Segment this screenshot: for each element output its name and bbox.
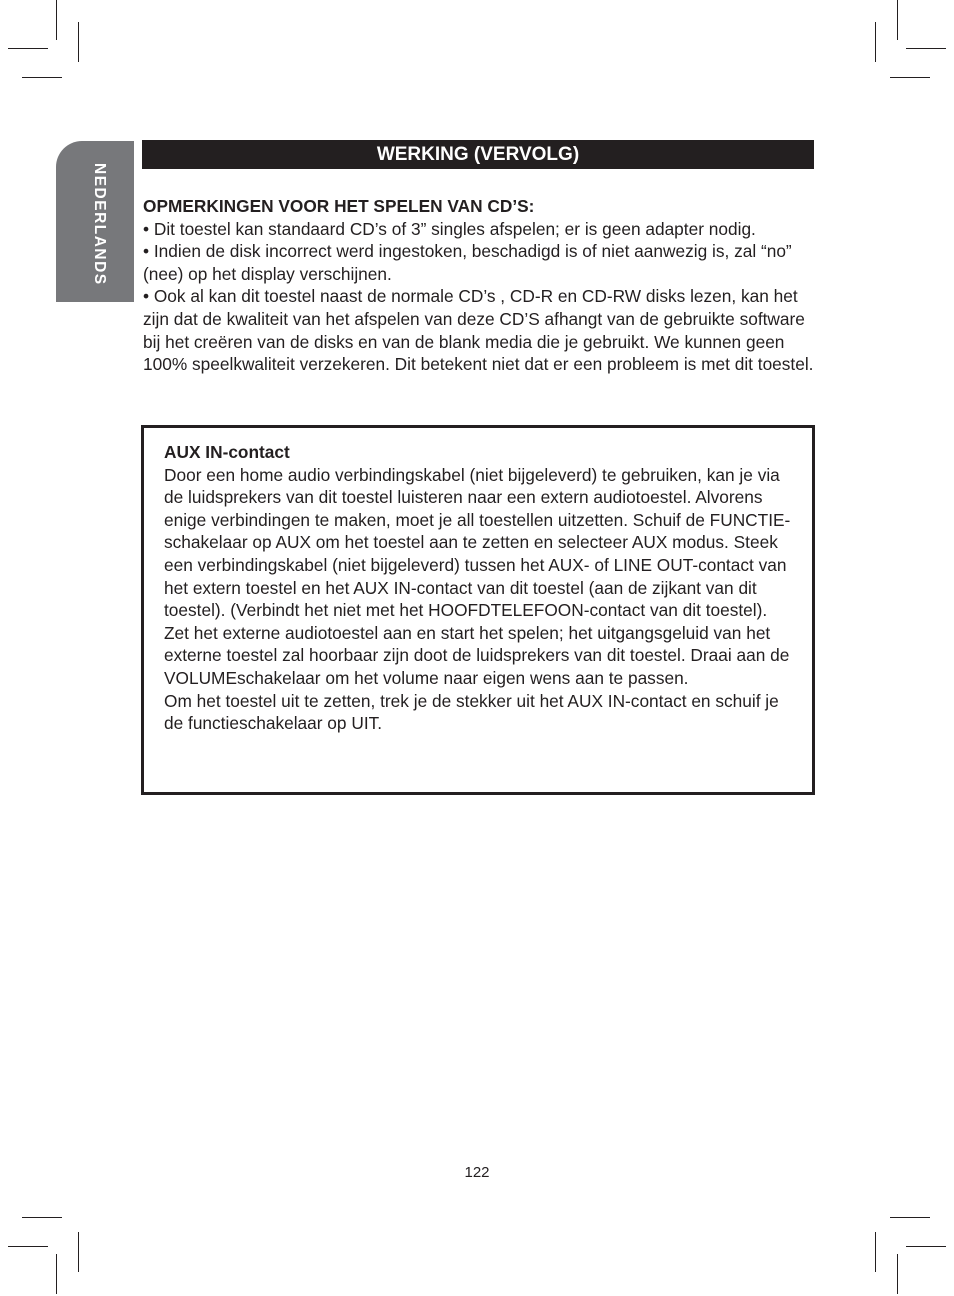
cd-note-item: • Indien de disk incorrect werd ingestoken, beschadigd is of niet aanwezig is, zal “no” (nee) op het display verschijnen.: [143, 241, 792, 284]
crop-mark: [875, 1232, 876, 1272]
crop-mark: [56, 1254, 57, 1294]
crop-mark: [8, 48, 48, 49]
language-tab-label: NEDERLANDS: [91, 163, 108, 286]
page-number: 122: [464, 1164, 490, 1181]
cd-note-item: • Dit toestel kan standaard CD’s of 3” singles afspelen; er is geen adapter nodig.: [143, 218, 756, 239]
crop-mark: [890, 77, 930, 78]
section-header: WERKING (VERVOLG): [142, 140, 814, 169]
crop-mark: [78, 22, 79, 62]
crop-mark: [906, 1246, 946, 1247]
crop-mark: [897, 1254, 898, 1294]
cd-note-item: • Ook al kan dit toestel naast de normale CD’s , CD-R en CD-RW disks lezen, kan het zijn dat de kwaliteit van het afspelen van deze CD’S afhangt van de gebruikte software bij het creëren van de disks en van de blank media die je gebruikt. We kunnen geen 100% speelkwaliteit verzekeren. Dit betekent niet dat er een probleem is met dit toestel.: [143, 286, 814, 375]
crop-mark: [8, 1246, 48, 1247]
crop-mark: [56, 0, 57, 40]
cd-notes-section: [143, 195, 815, 376]
crop-mark: [78, 1232, 79, 1272]
cd-notes-heading: OPMERKINGEN VOOR HET SPELEN VAN CD’S:: [143, 196, 535, 216]
language-tab: [56, 141, 134, 302]
aux-in-heading: AUX IN-contact: [164, 442, 290, 462]
crop-mark: [22, 77, 62, 78]
aux-in-paragraph: Door een home audio verbindingskabel (niet bijgeleverd) te gebruiken, kan je via de luidsprekers van dit toestel luisteren naar een extern audiotoestel. Alvorens enige verbindingen te maken, moet je all toestellen uitzetten. Schuif de FUNCTIE-schakelaar op AUX om het toestel aan te zetten en selecteer AUX modus. Steek een verbindingskabel (niet bijgeleverd) tussen het AUX- of LINE OUT-contact van het extern toestel en het AUX IN-contact van dit toestel (aan de zijkant van dit toestel). (Verbindt het niet met het HOOFDTELEFOON-contact van dit toestel). Zet het externe audiotoestel aan en start het spelen; het uitgangsgeluid van het externe toestel zal hoorbaar zijn doot de luidsprekers van dit toestel. Draai aan de VOLUMEschakelaar om het volume naar eigen wens aan te passen.: [164, 464, 791, 688]
crop-mark: [890, 1217, 930, 1218]
aux-in-box: [141, 425, 815, 795]
crop-mark: [897, 0, 898, 40]
crop-mark: [22, 1217, 62, 1218]
aux-in-content: [164, 441, 794, 735]
crop-mark: [875, 22, 876, 62]
crop-mark: [906, 48, 946, 49]
aux-in-paragraph: Om het toestel uit te zetten, trek je de stekker uit het AUX IN-contact en schuif je de functieschakelaar op UIT.: [164, 690, 779, 734]
